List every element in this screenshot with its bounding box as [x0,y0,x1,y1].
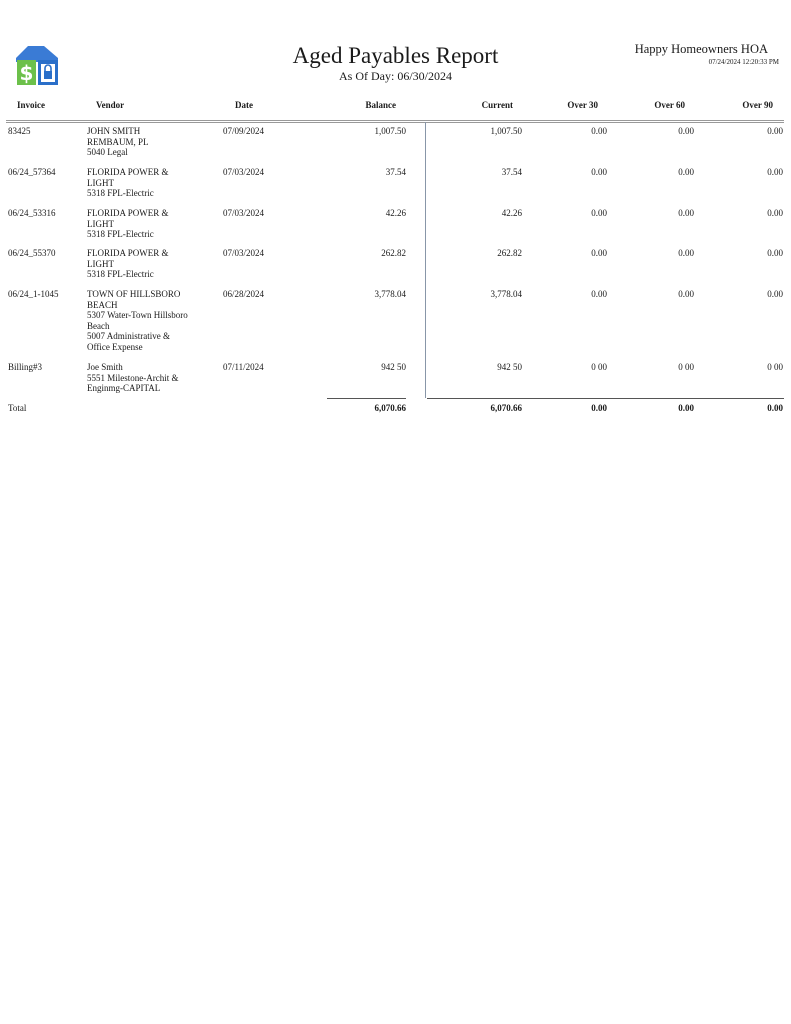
total-balance: 6,070.66 [374,403,406,413]
over-30-cell: 0.00 [591,289,607,299]
balance-total-rule [327,398,406,399]
date-cell: 07/09/2024 [223,126,265,136]
total-over-60: 0.00 [678,403,694,413]
balance-column-divider [425,122,426,398]
current-cell: 3,778.04 [490,289,522,299]
invoice-cell: Billing#3 [8,362,43,372]
vendor-line: FLORIDA POWER & [87,167,169,177]
over-30-cell: 0.00 [591,248,607,258]
aging-total-rule [427,398,784,399]
current-cell: 942 50 [497,362,522,372]
balance-cell: 942 50 [381,362,406,372]
total-current: 6,070.66 [490,403,522,413]
date-cell: 07/11/2024 [223,362,264,372]
balance-cell: 1,007.50 [374,126,406,136]
vendor-cell [87,167,169,199]
column-header-date: Date [235,100,253,110]
date-cell: 07/03/2024 [223,167,265,177]
date-cell: 06/28/2024 [223,289,265,299]
over-90-cell: 0.00 [767,126,783,136]
date-cell: 07/03/2024 [223,248,265,258]
vendor-line: JOHN SMITH [87,126,141,136]
over-90-cell: 0.00 [767,208,783,218]
svg-text:$: $ [19,61,34,85]
vendor-line: 5318 FPL-Electric [87,269,154,279]
vendor-line: 5551 Milestone-Archit & [87,372,179,383]
vendor-cell [87,248,169,280]
over-90-cell: 0.00 [767,248,783,258]
company-name: Happy Homeowners HOA [634,42,768,56]
vendor-cell [87,208,169,240]
header-divider-top [6,120,784,121]
over-90-cell: 0.00 [767,167,783,177]
vendor-line: Joe Smith [87,362,123,372]
vendor-line: 5318 FPL-Electric [87,229,154,239]
current-cell: 42.26 [501,208,522,218]
balance-cell: 37.54 [385,167,406,177]
invoice-cell: 06/24_55370 [8,248,56,258]
invoice-cell: 06/24_57364 [8,167,56,177]
column-header-vendor: Vendor [96,100,125,110]
total-over-90: 0.00 [767,403,783,413]
column-header-balance: Balance [365,100,396,110]
current-cell: 37.54 [501,167,522,177]
over-60-cell: 0.00 [678,248,694,258]
over-90-cell: 0 00 [767,362,783,372]
over-30-cell: 0.00 [591,167,607,177]
over-60-cell: 0 00 [678,362,694,372]
date-cell: 07/03/2024 [223,208,265,218]
over-30-cell: 0 00 [591,362,607,372]
report-as-of-date: As Of Day: 06/30/2024 [339,69,452,83]
over-60-cell: 0.00 [678,289,694,299]
total-label: Total [8,403,27,413]
invoice-cell: 06/24_1-1045 [8,289,59,299]
over-30-cell: 0.00 [591,126,607,136]
vendor-line: TOWN OF HILLSBORO [87,289,181,299]
vendor-line: 5307 Water-Town Hillsboro [87,310,188,320]
balance-cell: 3,778.04 [374,289,406,299]
invoice-cell: 83425 [8,126,31,136]
vendor-line: REMBAUM, PL [87,136,149,147]
vendor-line: LIGHT [87,258,114,269]
over-60-cell: 0.00 [678,167,694,177]
vendor-line: Enginmg-CAPITAL [87,383,161,393]
invoice-cell: 06/24_53316 [8,208,56,218]
vendor-line: BEACH [87,299,118,310]
vendor-line: FLORIDA POWER & [87,248,169,258]
column-header-over-60: Over 60 [654,100,685,110]
over-60-cell: 0.00 [678,208,694,218]
over-60-cell: 0.00 [678,126,694,136]
vendor-line: FLORIDA POWER & [87,208,169,218]
vendor-line: 5007 Administrative & [87,331,170,341]
column-header-invoice: Invoice [17,100,45,110]
total-over-30: 0.00 [591,403,607,413]
vendor-line: 5318 FPL-Electric [87,188,154,198]
current-cell: 262.82 [497,248,522,258]
over-90-cell: 0.00 [767,289,783,299]
vendor-line: LIGHT [87,177,114,188]
over-30-cell: 0.00 [591,208,607,218]
column-header-over-90: Over 90 [742,100,773,110]
vendor-cell [87,289,188,352]
report-title: Aged Payables Report [292,43,499,68]
balance-cell: 262.82 [381,248,406,258]
vendor-cell [87,362,179,394]
vendor-cell [87,126,149,158]
vendor-line: 5040 Legal [87,147,128,157]
column-header-current: Current [481,100,513,110]
current-cell: 1,007.50 [490,126,522,136]
column-header-over-30: Over 30 [567,100,598,110]
vendor-line: Office Expense [87,341,143,352]
printed-timestamp: 07/24/2024 12:20:33 PM [708,58,779,66]
vendor-line: LIGHT [87,218,114,229]
vendor-line: Beach [87,320,110,331]
header-divider-bottom [6,122,784,123]
balance-cell: 42.26 [385,208,406,218]
